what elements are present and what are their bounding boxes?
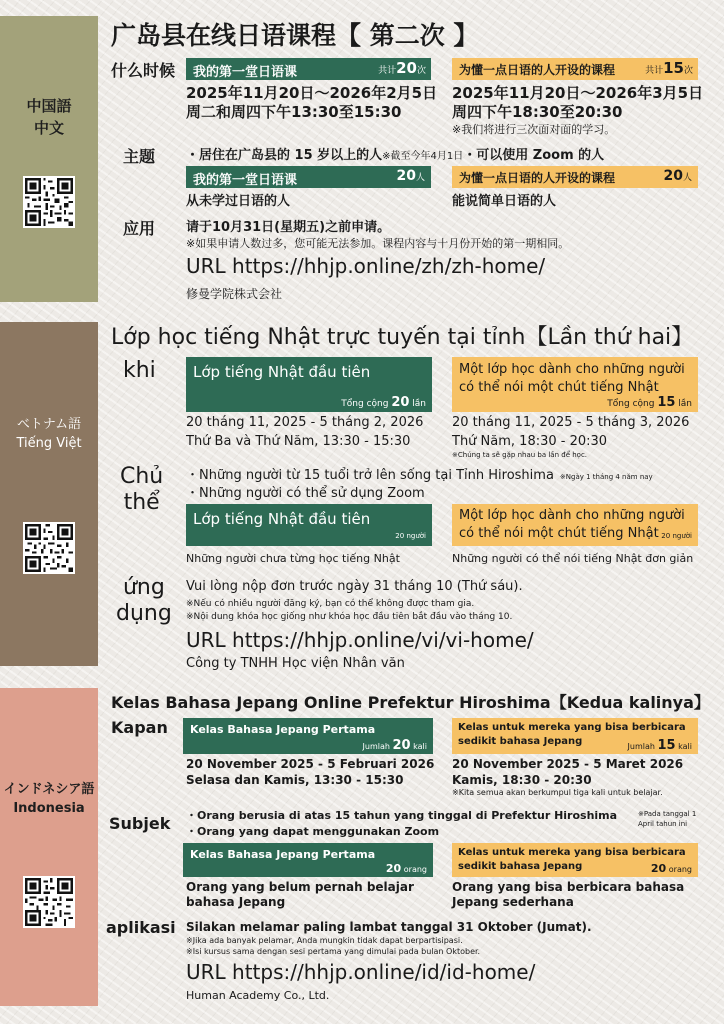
chinese-beginner-course-name: 我的第一堂日语课: [193, 65, 298, 80]
chinese-language-label-native: 中文: [33, 118, 64, 137]
vietnamese-language-label-native: Tiếng Việt: [16, 435, 82, 451]
chinese-intermediate-capacity: 20人: [663, 168, 692, 184]
vietnamese-intermediate-note: ※Chúng ta sẽ gặp nhau ba lần để học.: [452, 451, 588, 459]
indonesian-subject-zoom: ・Orang yang dapat menggunakan Zoom: [186, 825, 440, 838]
indonesian-beginner-course-total: Jumlah 20 kali: [362, 738, 427, 753]
chinese-intermediate-times: 周四下午18:30至20:30: [452, 103, 623, 121]
indonesian-when-label: Kapan: [111, 718, 168, 737]
vietnamese-intermediate-times: Thứ Năm, 18:30 - 20:30: [452, 434, 608, 449]
indonesian-beginner-course-name: Kelas Bahasa Jepang Pertama: [190, 723, 376, 736]
vietnamese-intermediate-capacity: 20 người: [661, 532, 692, 540]
indonesian-apply-note-1: ※Jika ada banyak pelamar, Anda mungkin tidak dapat berpartisipasi.: [186, 936, 463, 945]
vietnamese-beginner-course-box: [186, 357, 432, 412]
indonesian-company-name: Human Academy Co., Ltd.: [186, 989, 330, 1002]
chinese-intermediate-note: ※我们将进行三次面对面的学习。: [452, 123, 616, 136]
vietnamese-page-title: Lớp học tiếng Nhật trực tuyến tại tỉnh【Lần thứ hai】: [111, 325, 694, 350]
vietnamese-subject-residents: ・Những người từ 15 tuổi trở lên sống tại Tỉnh Hiroshima ※Ngày 1 tháng 4 năm nay: [186, 468, 653, 483]
indonesian-beginner-dates: 20 November 2025 - 5 Februari 2026: [186, 757, 435, 771]
vietnamese-intermediate-target: Những người có thể nói tiếng Nhật đơn giản: [452, 552, 694, 565]
vietnamese-subject-label: Chủ thể: [120, 464, 164, 515]
indonesian-intermediate-course-name: Kelas untuk mereka yang bisa berbicara sedikit bahasa Jepang: [458, 722, 686, 747]
indonesian-language-label: [0, 781, 98, 819]
vietnamese-language-label-ja: ベトナム語: [16, 417, 82, 432]
indonesian-beginner-course-name-2: Kelas Bahasa Jepang Pertama: [190, 848, 376, 861]
vietnamese-intermediate-course-name: Một lớp học dành cho những người có thể nói một chút tiếng Nhật: [459, 362, 685, 395]
indonesian-beginner-capacity: 20 orang: [385, 862, 427, 875]
chinese-intermediate-dates: 2025年11月20日～2026年3月5日: [452, 84, 704, 102]
indonesian-intermediate-target: Orang yang bisa berbicara bahasa Jepang sederhana: [452, 880, 685, 909]
chinese-apply-note: ※如果申请人数过多，您可能无法参加。课程内容与十月份开始的第一期相同。: [186, 237, 570, 250]
indonesian-apply-note-2: ※Isi kursus sama dengan sesi pertama yang dimulai pada bulan Oktober.: [186, 947, 481, 956]
vietnamese-intermediate-course-box: [452, 357, 698, 412]
indonesian-beginner-course-box: [183, 718, 433, 754]
indonesian-intermediate-course-name-2: Kelas untuk mereka yang bisa berbicara sedikit bahasa Jepang: [458, 847, 686, 872]
vietnamese-apply-deadline: Vui lòng nộp đơn trước ngày 31 tháng 10 (Thứ sáu).: [186, 579, 523, 594]
vietnamese-beginner-course-name: Lớp tiếng Nhật đầu tiên: [193, 363, 371, 381]
chinese-language-label-ja: 中国語: [26, 97, 72, 115]
vietnamese-beginner-times: Thứ Ba và Thứ Năm, 13:30 - 15:30: [186, 434, 411, 449]
chinese-beginner-course-box: [186, 58, 431, 80]
chinese-when-label: 什么时候: [111, 61, 176, 80]
vietnamese-intermediate-capacity-box: [452, 504, 698, 546]
chinese-language-label: [0, 96, 98, 140]
vietnamese-when-label: khi: [123, 358, 156, 383]
vietnamese-language-band: [0, 322, 98, 666]
indonesian-page-title: Kelas Bahasa Jepang Online Prefektur Hiroshima【Kedua kalinya】: [111, 693, 710, 712]
chinese-intermediate-course-box: [452, 58, 698, 80]
chinese-beginner-course-name-2: 我的第一堂日语课: [193, 173, 298, 188]
vietnamese-beginner-course-total: Tổng cộng 20 lần: [341, 395, 426, 410]
vietnamese-beginner-capacity-box: [186, 504, 432, 546]
vietnamese-beginner-target: Những người chưa từng học tiếng Nhật: [186, 552, 400, 565]
vietnamese-beginner-capacity: 20 người: [395, 532, 426, 540]
qr-code-icon: [23, 176, 75, 228]
chinese-apply-deadline: 请于10月31日(星期五)之前申请。: [186, 220, 391, 235]
indonesian-subject-residents-note: ※Pada tanggal 1 April tahun ini: [638, 810, 697, 828]
indonesian-subject-residents: ・Orang berusia di atas 15 tahun yang tinggal di Prefektur Hiroshima: [186, 809, 618, 822]
qr-code-icon: [23, 876, 75, 928]
qr-code-icon: [23, 522, 75, 574]
indonesian-intermediate-dates: 20 November 2025 - 5 Maret 2026: [452, 757, 684, 771]
indonesian-intermediate-course-box: [452, 718, 698, 754]
indonesian-subject-label: Subjek: [109, 814, 171, 833]
chinese-beginner-capacity: 20人: [396, 168, 425, 184]
vietnamese-intermediate-course-total: Tổng cộng 15 lần: [607, 395, 692, 410]
indonesian-apply-deadline: Silakan melamar paling lambat tanggal 31 Oktober (Jumat).: [186, 920, 592, 934]
indonesian-apply-label: aplikasi: [106, 918, 176, 937]
chinese-apply-label: 应用: [123, 219, 156, 238]
vietnamese-intermediate-course-name-2: Một lớp học dành cho những người có thể nói một chút tiếng Nhật: [459, 508, 685, 541]
indonesian-language-label-native: Indonesia: [13, 800, 85, 816]
chinese-page-title: 广岛县在线日语课程【 第二次 】: [111, 21, 479, 50]
vietnamese-apply-note-1: ※Nếu có nhiều người đăng ký, bạn có thể không được tham gia.: [186, 599, 475, 609]
indonesian-beginner-target: Orang yang belum pernah belajar bahasa Jepang: [186, 880, 414, 909]
indonesian-intermediate-capacity: 20 orang: [650, 862, 692, 875]
indonesian-url-link[interactable]: URL https://hhjp.online/id/id-home/: [186, 960, 536, 984]
chinese-subject-label: 主题: [123, 147, 156, 166]
chinese-beginner-course-total: 共计20次: [378, 59, 426, 77]
vietnamese-beginner-course-name-2: Lớp tiếng Nhật đầu tiên: [193, 510, 371, 528]
vietnamese-intermediate-dates: 20 tháng 11, 2025 - 5 tháng 3, 2026: [452, 415, 690, 430]
chinese-beginner-capacity-box: [186, 166, 431, 188]
chinese-company-name: 修曼学院株式会社: [186, 287, 283, 301]
vietnamese-beginner-dates: 20 tháng 11, 2025 - 5 tháng 2, 2026: [186, 415, 424, 430]
vietnamese-subject-zoom: ・Những người có thể sử dụng Zoom: [186, 486, 425, 501]
vietnamese-apply-label: ứng dụng: [116, 575, 172, 626]
chinese-intermediate-target: 能说简单日语的人: [452, 194, 557, 209]
vietnamese-company-name: Công ty TNHH Học viện Nhân văn: [186, 656, 405, 671]
vietnamese-apply-note-2: ※Nội dung khóa học giống như khóa học đầu tiên bắt đầu vào tháng 10.: [186, 612, 513, 622]
indonesian-language-band: [0, 688, 98, 1006]
chinese-beginner-times: 周二和周四下午13:30至15:30: [186, 103, 402, 121]
chinese-intermediate-course-name: 为懂一点日语的人开设的课程: [459, 63, 616, 77]
indonesian-intermediate-capacity-box: [452, 843, 698, 877]
chinese-language-band: [0, 16, 98, 302]
vietnamese-url-link[interactable]: URL https://hhjp.online/vi/vi-home/: [186, 628, 534, 652]
chinese-beginner-dates: 2025年11月20日～2026年2月5日: [186, 84, 438, 102]
indonesian-beginner-times: Selasa dan Kamis, 13:30 - 15:30: [186, 773, 404, 787]
chinese-intermediate-course-name-2: 为懂一点日语的人开设的课程: [459, 171, 616, 185]
indonesian-intermediate-course-total: Jumlah 15 kali: [627, 738, 692, 753]
chinese-intermediate-course-total: 共计15次: [645, 59, 693, 77]
chinese-subject-residents: ・居住在广岛县的 15 岁以上的人※截至今年4月1日・可以使用 Zoom 的人: [186, 148, 605, 163]
vietnamese-language-label: [0, 416, 98, 454]
chinese-url-link[interactable]: URL https://hhjp.online/zh/zh-home/: [186, 254, 546, 278]
indonesian-language-label-ja: インドネシア語: [3, 782, 95, 797]
chinese-beginner-target: 从未学过日语的人: [186, 194, 291, 209]
indonesian-intermediate-note: ※Kita semua akan berkumpul tiga kali untuk belajar.: [452, 788, 663, 797]
chinese-intermediate-capacity-box: [452, 166, 698, 188]
indonesian-beginner-capacity-box: [183, 843, 433, 877]
indonesian-intermediate-times: Kamis, 18:30 - 20:30: [452, 773, 592, 787]
